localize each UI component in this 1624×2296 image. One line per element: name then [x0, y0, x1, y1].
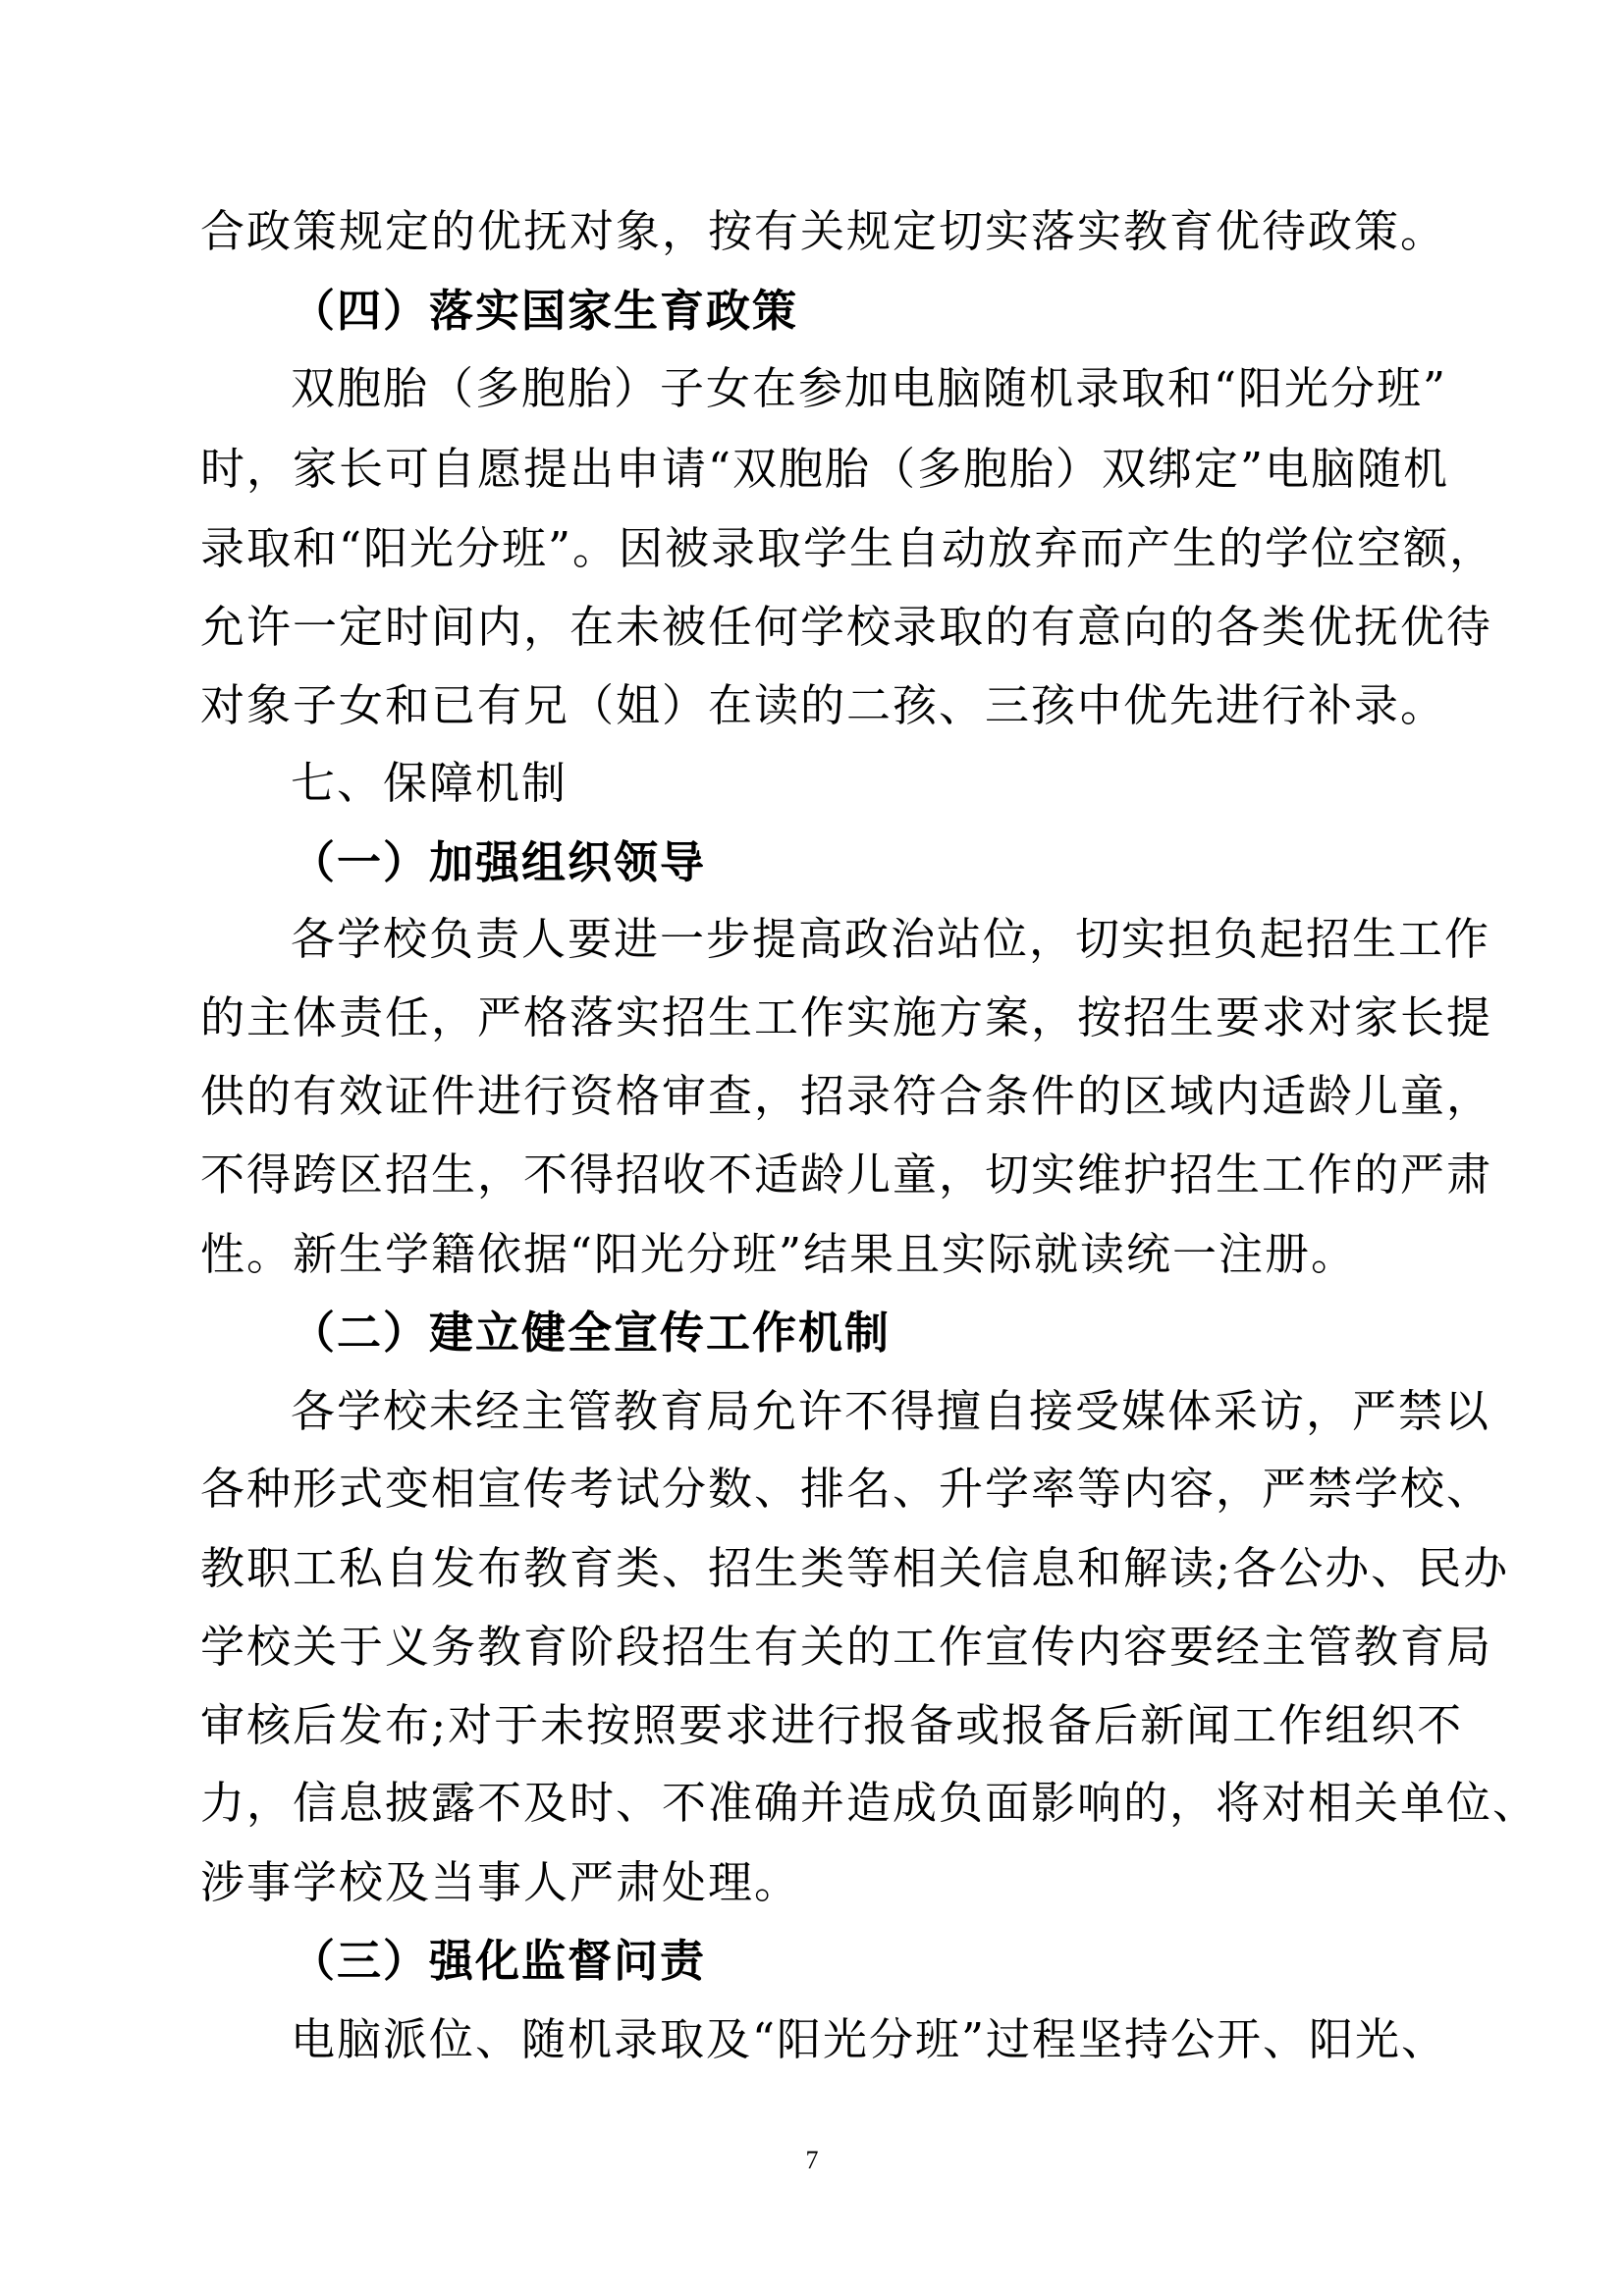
body-line: 学校关于义务教育阶段招生有关的工作宣传内容要经主管教育局: [200, 1621, 1493, 1673]
paragraph-last-line: 性。新生学籍依据“阳光分班”结果且实际就读统一注册。: [200, 1228, 1358, 1280]
paragraph-first-line: 各学校未经主管教育局允许不得擅自接受媒体采访，严禁以: [291, 1385, 1491, 1437]
section-subheading: （三）强化监督问责: [291, 1935, 707, 1987]
body-line: 审核后发布;对于未按照要求进行报备或报备后新闻工作组织不: [200, 1699, 1464, 1751]
paragraph-last-line: 对象子女和已有兄（姐）在读的二孩、三孩中优先进行补录。: [200, 679, 1447, 731]
paragraph-first-line: 电脑派位、随机录取及“阳光分班”过程坚持公开、阳光、: [291, 2013, 1448, 2065]
body-line: 教职工私自发布教育类、招生类等相关信息和解读;各公办、民办: [200, 1542, 1510, 1594]
body-line: 不得跨区招生，不得招收不适龄儿童，切实维护招生工作的严肃: [200, 1148, 1493, 1201]
body-line: 录取和“阳光分班”。因被录取学生自动放弃而产生的学位空额，: [200, 522, 1496, 574]
section-subheading: （二）建立健全宣传工作机制: [291, 1307, 892, 1359]
section-subheading: （四）落实国家生育政策: [291, 285, 799, 337]
paragraph-first-line: 双胞胎（多胞胎）子女在参加电脑随机录取和“阳光分班”: [291, 362, 1448, 414]
section-heading: 七、保障机制: [291, 757, 568, 809]
body-line: 时，家长可自愿提出申请“双胞胎（多胞胎）双绑定”电脑随机: [200, 443, 1450, 495]
section-subheading: （一）加强组织领导: [291, 836, 707, 888]
page-number: 7: [805, 2146, 819, 2174]
body-line: 允许一定时间内，在未被任何学校录取的有意向的各类优抚优待: [200, 601, 1493, 653]
body-line: 的主体责任，严格落实招生工作实施方案，按招生要求对家长提: [200, 991, 1493, 1043]
body-line: 力，信息披露不及时、不准确并造成负面影响的，将对相关单位、: [200, 1777, 1540, 1829]
paragraph-first-line: 各学校负责人要进一步提高政治站位，切实担负起招生工作: [291, 913, 1491, 965]
paragraph-last-line: 涉事学校及当事人严肃处理。: [200, 1856, 801, 1908]
body-line: 供的有效证件进行资格审查，招录符合条件的区域内适龄儿童，: [200, 1070, 1493, 1122]
body-line: 各种形式变相宣传考试分数、排名、升学率等内容，严禁学校、: [200, 1463, 1493, 1515]
body-line: 合政策规定的优抚对象，按有关规定切实落实教育优待政策。: [200, 205, 1447, 257]
